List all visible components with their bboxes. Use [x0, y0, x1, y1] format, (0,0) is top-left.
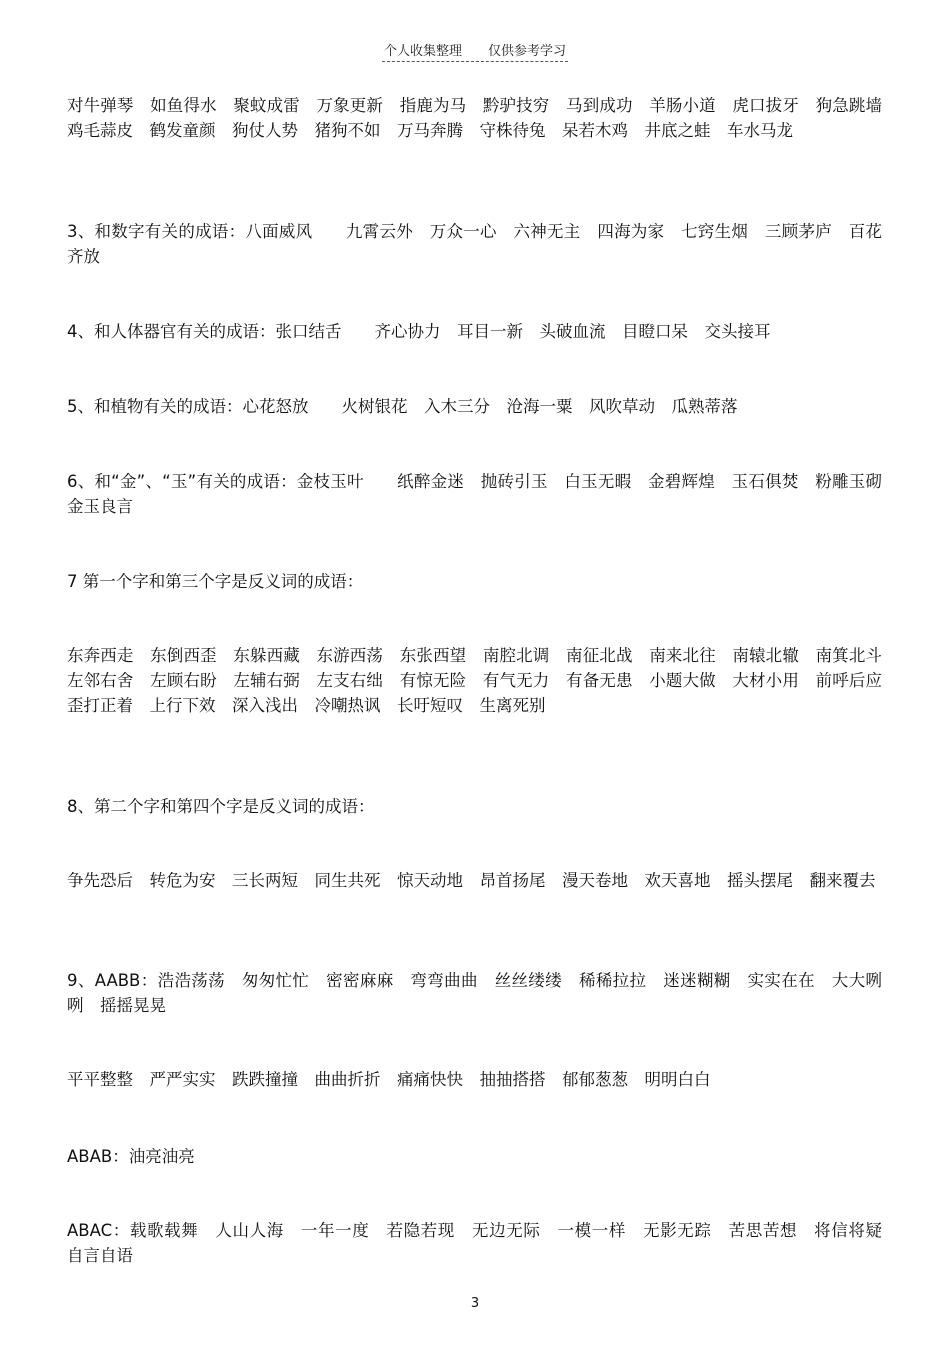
page-header	[0, 40, 950, 62]
paragraph-abac-idioms: ABAC：载歌载舞 人山人海 一年一度 若隐若现 无边无际 一模一样 无影无踪 苦思苦想 将信将疑 自言自语	[67, 1221, 899, 1265]
header-right-text: 仅供参考学习	[488, 44, 567, 59]
paragraph-plant-idioms: 5、和植物有关的成语：心花怒放 火树银花 入木三分 沧海一粟 风吹草动 瓜熟蒂落	[67, 397, 738, 416]
heading-first-third-antonyms: 7 第一个字和第三个字是反义词的成语：	[67, 572, 364, 591]
header-left-text: 个人收集整理	[383, 44, 462, 59]
page-number: 3	[470, 1296, 480, 1311]
paragraph-body-idioms: 4、和人体器官有关的成语：张口结舌 齐心协力 耳目一新 头破血流 目瞪口呆 交头接耳	[67, 322, 771, 341]
paragraph-number-idioms: 3、和数字有关的成语：八面威风 九霄云外 万众一心 六神无主 四海为家 七窍生烟 三顾茅庐 百花齐放	[67, 222, 882, 266]
paragraph-aabb-idioms: 9、AABB：浩浩荡荡 匆匆忙忙 密密麻麻 弯弯曲曲 丝丝缕缕 稀稀拉拉 迷迷糊糊 实实在在 大大咧咧 摇摇晃晃	[67, 971, 882, 1015]
paragraph-gold-jade-idioms: 6、和“金”、“玉”有关的成语：金枝玉叶 纸醉金迷 抛砖引玉 白玉无暇 金碧辉煌 玉石俱焚 粉雕玉砌 金玉良言	[67, 472, 899, 516]
heading-second-fourth-antonyms: 8、第二个字和第四个字是反义词的成语：	[67, 797, 375, 816]
paragraph-animal-idioms: 对牛弹琴 如鱼得水 聚蚊成雷 万象更新 指鹿为马 黔驴技穷 马到成功 羊肠小道 虎口拔牙 狗急跳墙 鸡毛蒜皮 鹤发童颜 狗仗人势 猪狗不如 万马奔腾 守株待兔 呆若木鸡 井底之蛙 车水马龙	[67, 96, 899, 140]
paragraph-second-fourth-antonyms: 争先恐后 转危为安 三长两短 同生共死 惊天动地 昂首扬尾 漫天卷地 欢天喜地 摇头摆尾 翻来覆去	[67, 871, 876, 890]
paragraph-abab-idioms: ABAB：油亮油亮	[67, 1147, 195, 1166]
paragraph-first-third-antonyms: 东奔西走 东倒西歪 东躲西藏 东游西荡 东张西望 南腔北调 南征北战 南来北往 南辕北辙 南箕北斗 左邻右舍 左顾右盼 左辅右弼 左支右绌 有惊无险 有气无力 有备无患 小题大做 大材小用 前呼后应 歪打正着 上行下效 深入浅出 冷嘲热讽 长吁短叹 生离死别	[67, 646, 899, 715]
header-underline	[382, 40, 568, 62]
paragraph-aabb-idioms-continued: 平平整整 严严实实 跌跌撞撞 曲曲折折 痛痛快快 抽抽搭搭 郁郁葱葱 明明白白	[67, 1070, 711, 1089]
